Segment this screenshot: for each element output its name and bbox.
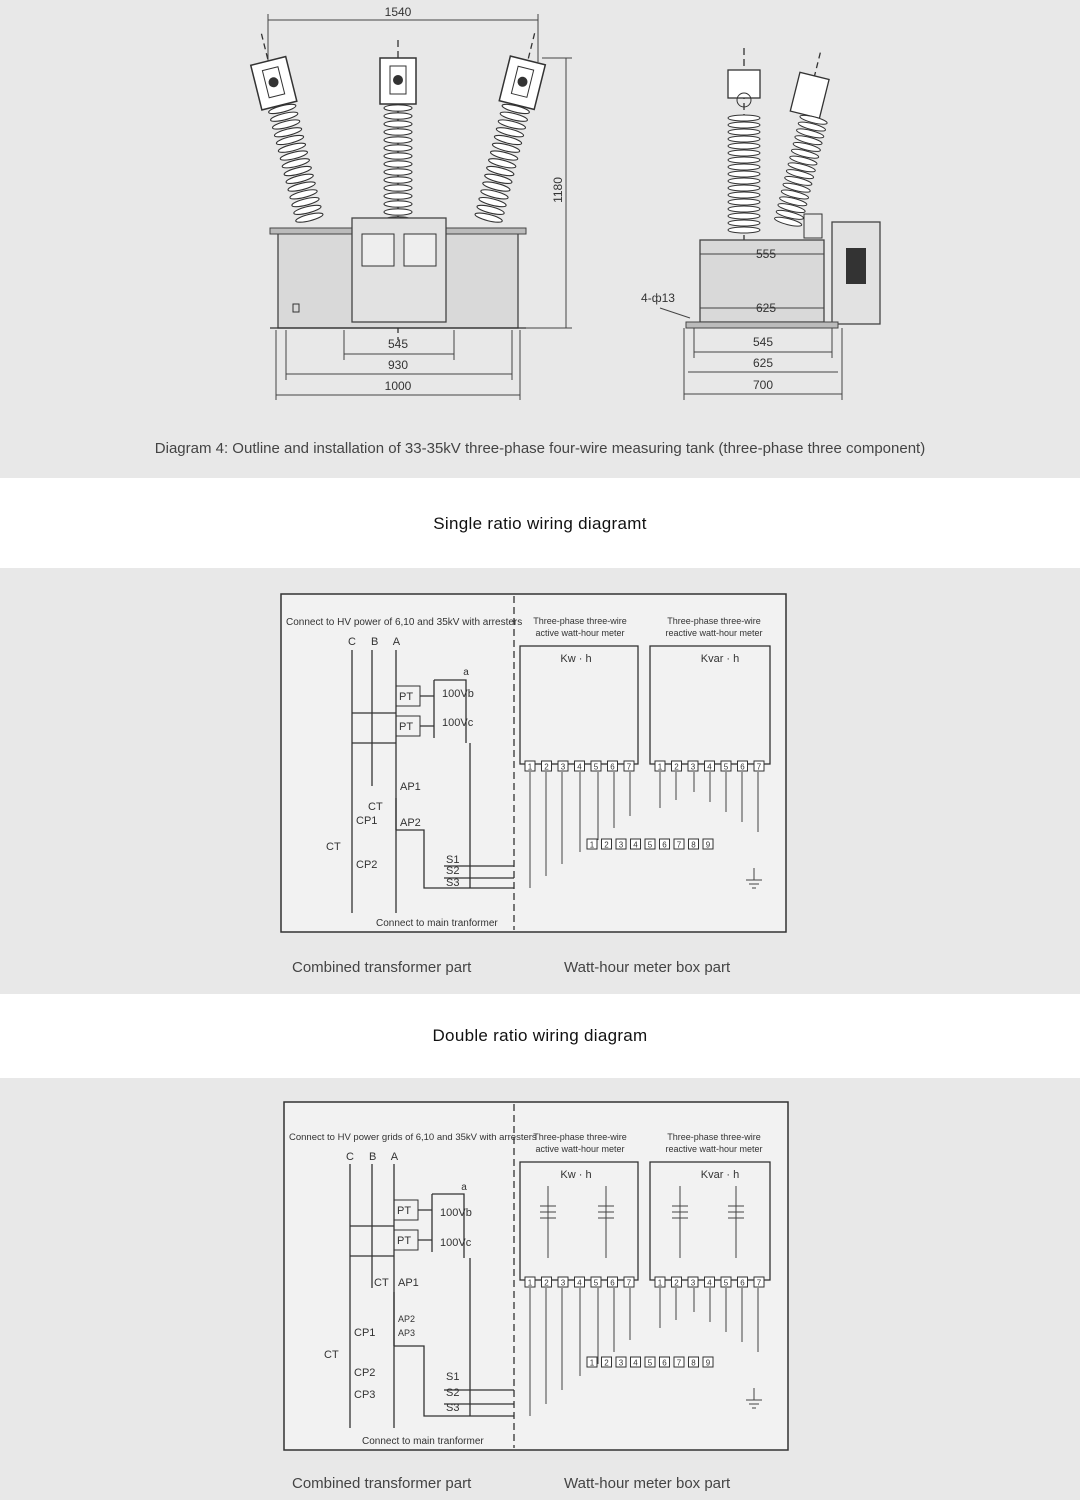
double-hv-note: Connect to HV power grids of 6,10 and 35kV with arresters — [289, 1132, 537, 1143]
dim-625-side-inner: 625 — [755, 301, 777, 315]
double-meter2-terminal-label: 7 — [756, 1278, 762, 1288]
double-box-terminal-label: 4 — [633, 1358, 638, 1368]
double-meter1-terminal-label: 4 — [577, 1278, 582, 1288]
single-box-terminal-label: 1 — [589, 840, 595, 850]
double-meter2-terminal-label: 2 — [674, 1278, 679, 1288]
double-pt1: PT — [397, 1205, 412, 1217]
dim-holes: 4-ф13 — [641, 291, 675, 305]
single-box-terminal-label: 3 — [618, 840, 624, 850]
single-meter1-terminal-label: 7 — [626, 762, 632, 772]
single-meter2-terminal-label: 4 — [707, 762, 712, 772]
single-cp1: CP1 — [356, 815, 378, 827]
double-box-terminal-label: 5 — [647, 1358, 653, 1368]
double-cp2: CP2 — [354, 1367, 376, 1379]
single-meter1-terminal-label: 3 — [560, 762, 566, 772]
single-ct-upper: CT — [368, 801, 383, 813]
double-box-terminal-label: 2 — [604, 1358, 609, 1368]
double-v2: 100Vc — [440, 1237, 472, 1249]
double-wiring-diagram — [0, 1078, 1080, 1500]
side-insulator-sheds — [728, 115, 760, 233]
double-ct-lower: CT — [324, 1349, 339, 1361]
single-meter2-terminal-label: 1 — [657, 762, 663, 772]
single-meter1-terminal-label: 5 — [593, 762, 599, 772]
single-box-terminal-label: 6 — [662, 840, 667, 850]
double-heading-area — [0, 994, 1080, 1078]
double-meter2-title-l2: reactive watt-hour meter — [665, 1144, 763, 1154]
single-meter2-unit: Kvar · h — [700, 653, 740, 665]
double-meter2-terminal-label: 6 — [740, 1278, 745, 1288]
double-meter2-unit: Kvar · h — [700, 1169, 740, 1181]
single-box-terminals — [587, 839, 713, 850]
dim-555-side: 555 — [755, 247, 777, 261]
outline-section — [0, 0, 1080, 478]
double-box-terminal-label: 1 — [589, 1358, 595, 1368]
double-meter1-terminal-label: 5 — [593, 1278, 599, 1288]
double-meter2-title-l1: Three-phase three-wire — [667, 1132, 761, 1142]
insulator-sheds — [474, 102, 530, 224]
double-pt2: PT — [397, 1235, 412, 1247]
double-main-note: Connect to main tranformer — [362, 1436, 484, 1447]
outline-drawing — [0, 0, 1080, 478]
double-meter1-title-l2: active watt-hour meter — [535, 1144, 625, 1154]
double-meter2-terminal-label: 3 — [690, 1278, 696, 1288]
side-tilted-sheds — [774, 113, 828, 227]
single-box-terminal-label: 5 — [647, 840, 653, 850]
single-cp2: CP2 — [356, 859, 378, 871]
single-right-part: Watt-hour meter box part — [564, 959, 731, 976]
single-heading: Single ratio wiring diagramt — [433, 514, 647, 533]
dim-625-side: 625 — [752, 356, 774, 370]
double-v1: 100Vb — [440, 1207, 472, 1219]
double-meter1-terminal-label: 1 — [527, 1278, 533, 1288]
single-left-part: Combined transformer part — [292, 959, 472, 976]
single-box-terminal-label: 9 — [705, 840, 711, 850]
double-ap3: AP3 — [398, 1328, 416, 1338]
double-box-terminal-label: 6 — [662, 1358, 667, 1368]
dim-700-side: 700 — [752, 378, 774, 392]
single-v1: 100Vb — [442, 688, 474, 700]
single-meter1-title-l2: active watt-hour meter — [535, 628, 625, 638]
single-hv-note: Connect to HV power of 6,10 and 35kV with arresters — [286, 617, 523, 628]
double-s2: S2 — [446, 1387, 460, 1399]
single-meter2-title-l2: reactive watt-hour meter — [665, 628, 763, 638]
double-meter1-terminal-label: 3 — [560, 1278, 566, 1288]
single-node-a: a — [463, 667, 469, 678]
single-meter1-terminal-label: 4 — [577, 762, 582, 772]
single-box-terminal-label: 4 — [633, 840, 638, 850]
single-meter2-terminal-label: 3 — [690, 762, 696, 772]
double-ap1: AP1 — [398, 1277, 419, 1289]
double-meter1-title-l1: Three-phase three-wire — [533, 1132, 627, 1142]
double-right-part: Watt-hour meter box part — [564, 1475, 731, 1492]
single-box-terminal-label: 8 — [691, 840, 696, 850]
double-meter2-terminal-label: 4 — [707, 1278, 712, 1288]
double-box-terminals — [587, 1357, 713, 1368]
single-ct-lower: CT — [326, 841, 341, 853]
single-ap1: AP1 — [400, 781, 421, 793]
single-v2: 100Vc — [442, 717, 474, 729]
double-left-part: Combined transformer part — [292, 1475, 472, 1492]
double-meter2-terminal-label: 1 — [657, 1278, 663, 1288]
single-meter2-terminal-label: 6 — [740, 762, 745, 772]
single-meter2-terminal-label: 7 — [756, 762, 762, 772]
double-s3: S3 — [446, 1402, 460, 1414]
insulator-sheds — [268, 102, 324, 224]
single-pt2: PT — [399, 721, 414, 733]
single-box-terminal-label: 2 — [604, 840, 609, 850]
double-box-terminal-label: 7 — [676, 1358, 682, 1368]
dim-930-front: 930 — [387, 358, 409, 372]
double-meter1-terminal-label: 7 — [626, 1278, 632, 1288]
single-heading-area — [0, 478, 1080, 568]
double-phases: C B A — [346, 1151, 405, 1163]
double-ct-upper: CT — [374, 1277, 389, 1289]
single-meter1-title-l1: Three-phase three-wire — [533, 616, 627, 626]
single-meter2-title-l1: Three-phase three-wire — [667, 616, 761, 626]
single-meter2-terminal-label: 5 — [723, 762, 729, 772]
left-bushing — [244, 29, 297, 110]
double-meter1-terminal-label: 6 — [610, 1278, 615, 1288]
single-s2: S2 — [446, 865, 460, 877]
single-meter1-terminal-label: 6 — [610, 762, 615, 772]
dim-1000-front: 1000 — [384, 379, 412, 393]
double-cp3: CP3 — [354, 1389, 376, 1401]
double-meter1-terminal-label: 2 — [544, 1278, 549, 1288]
double-heading: Double ratio wiring diagram — [432, 1026, 648, 1045]
single-meter1-terminal-label: 2 — [544, 762, 549, 772]
dim-545-side: 545 — [752, 335, 774, 349]
insulator-sheds — [384, 105, 412, 223]
double-meter2-terminal-label: 5 — [723, 1278, 729, 1288]
single-main-note: Connect to main tranformer — [376, 918, 498, 929]
single-wiring-diagram — [0, 568, 1080, 994]
double-section — [0, 1078, 1080, 1500]
double-node-a: a — [461, 1182, 467, 1193]
double-meter1-unit: Kw · h — [560, 1169, 592, 1181]
double-s1: S1 — [446, 1371, 460, 1383]
single-box-terminal-label: 7 — [676, 840, 682, 850]
outline-caption: Diagram 4: Outline and installation of 33-35kV three-phase four-wire measuring tank (three-phase three component) — [154, 440, 926, 457]
single-meter1-terminal-label: 1 — [527, 762, 533, 772]
right-bushing — [499, 29, 552, 110]
single-pt1: PT — [399, 691, 414, 703]
dim-545-front: 545 — [387, 337, 409, 351]
single-meter2-terminal-label: 2 — [674, 762, 679, 772]
double-box-terminal-label: 9 — [705, 1358, 711, 1368]
double-ap2: AP2 — [398, 1314, 416, 1324]
single-s3: S3 — [446, 877, 460, 889]
single-ap2: AP2 — [400, 817, 421, 829]
single-s1: S1 — [446, 854, 460, 866]
single-meter1-unit: Kw · h — [560, 653, 592, 665]
double-box-terminal-label: 3 — [618, 1358, 624, 1368]
single-section — [0, 568, 1080, 994]
dim-1540: 1540 — [384, 5, 412, 19]
double-cp1: CP1 — [354, 1327, 376, 1339]
single-phases: C B A — [348, 636, 407, 648]
dim-1180: 1180 — [551, 177, 565, 203]
double-box-terminal-label: 8 — [691, 1358, 696, 1368]
